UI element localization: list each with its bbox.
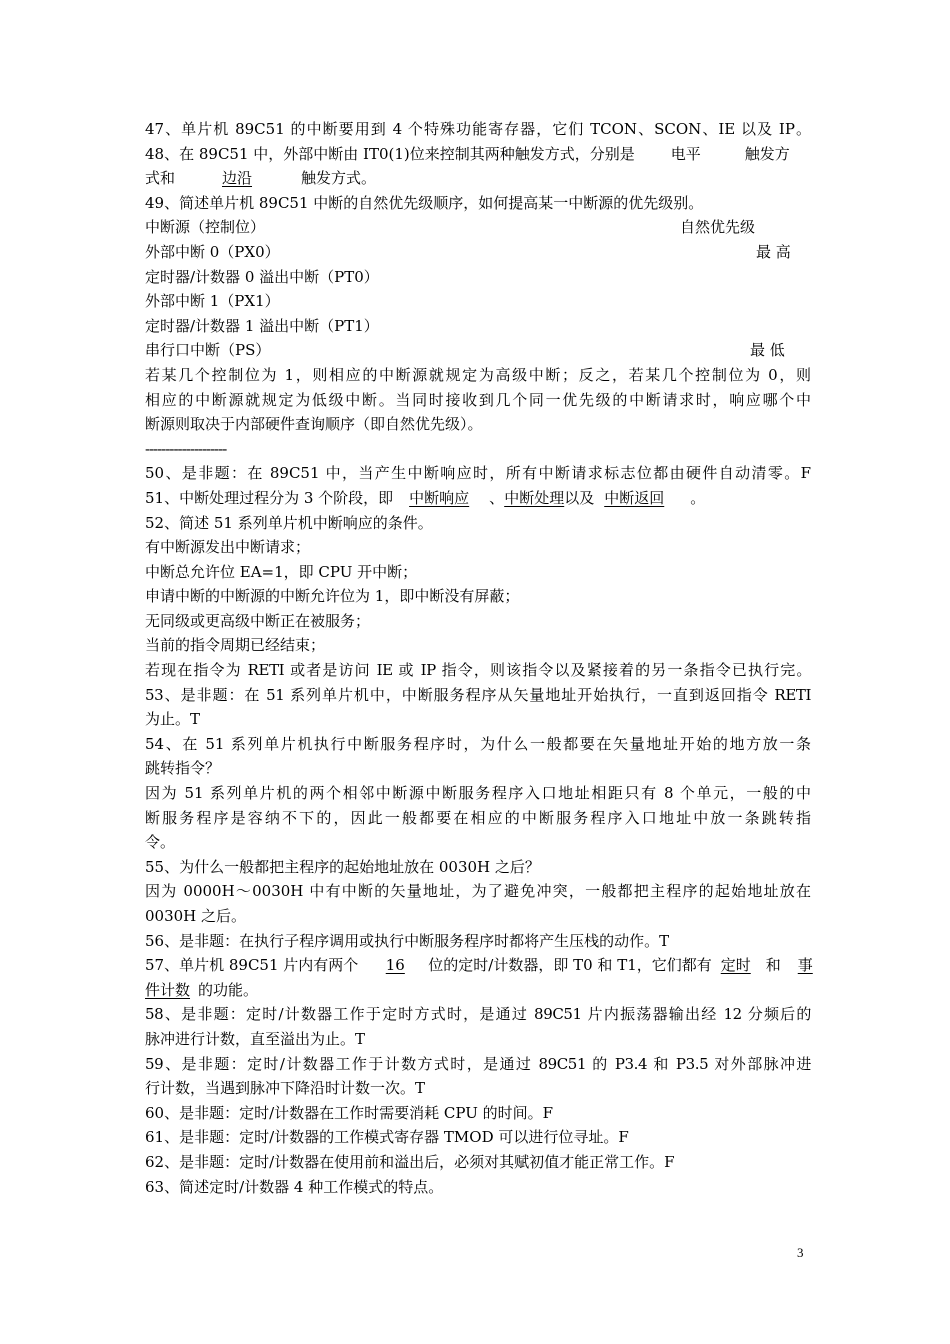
priority-row-pt0: 定时器/计数器 0 溢出中断（PT0） xyxy=(145,267,379,286)
question-49: 49、简述单片机 89C51 中断的自然优先级顺序，如何提高某一中断源的优先级别。 xyxy=(145,193,704,212)
answer-event-count-end: 件计数 xyxy=(145,980,191,999)
question-53-cont: 为止。T xyxy=(145,710,201,729)
answer-55: 因为 0000H～0030H 中有中断的矢量地址，为了避免冲突，一般都把主程序的起始地址放在 xyxy=(145,882,811,901)
question-58: 58、是非题：定时/计数器工作于定时方式时，是通过 89C51 片内振荡器输出经 12 分频后的 xyxy=(145,1005,811,1024)
separator: -------------------- xyxy=(145,439,227,458)
answer-54: 因为 51 系列单片机的两个相邻中断源中断服务程序入口地址相距只有 8 个单元，一般的中 xyxy=(145,784,811,803)
priority-row-px1: 外部中断 1（PX1） xyxy=(145,292,280,311)
question-53: 53、是非题：在 51 系列单片机中，中断服务程序从矢量地址开始执行，一直到返回指令 RETI xyxy=(145,685,811,704)
question-57-and: 和 xyxy=(765,956,781,975)
condition-item: 中断总允许位 EA=1，即 CPU 开中断； xyxy=(145,562,418,581)
question-51 xyxy=(145,486,811,511)
answer-interrupt-return: 中断返回 xyxy=(604,488,665,507)
question-51-sep: 、 xyxy=(489,488,505,507)
condition-item: 若现在指令为 RETI 或者是访问 IE 或 IP 指令，则该指令以及紧接着的另一条指令已执行完。 xyxy=(145,661,811,680)
header-source: 中断源（控制位） xyxy=(145,218,266,237)
answer-event-count-start: 事 xyxy=(797,956,813,975)
question-56: 56、是非题：在执行子程序调用或执行中断服务程序时都将产生压栈的动作。T xyxy=(145,931,670,950)
row-ps-source: 串行口中断（PS） xyxy=(145,341,271,360)
question-54: 54、在 51 系列单片机执行中断服务程序时，为什么一般都要在矢量地址开始的地方放一条 xyxy=(145,734,811,753)
priority-row-ps xyxy=(145,338,811,363)
row-ps-priority: 最 低 xyxy=(750,341,785,360)
question-52: 52、简述 51 系列单片机中断响应的条件。 xyxy=(145,513,433,532)
row-px0-priority: 最 高 xyxy=(756,242,791,261)
question-48-text-b: 式和 xyxy=(145,169,176,188)
answer-timing: 定时 xyxy=(720,956,751,975)
question-61: 61、是非题：定时/计数器的工作模式寄存器 TMOD 可以进行位寻址。F xyxy=(145,1128,629,1147)
question-60: 60、是非题：定时/计数器在工作时需要消耗 CPU 的时间。F xyxy=(145,1103,554,1122)
question-47: 47、单片机 89C51 的中断要用到 4 个特殊功能寄存器，它们 TCON、SCON、IE 以及 IP。 xyxy=(145,120,811,138)
priority-row-pt1: 定时器/计数器 1 溢出中断（PT1） xyxy=(145,316,379,335)
page-number: 3 xyxy=(797,1245,804,1260)
question-48-answer-edge: 边沿 xyxy=(222,169,253,188)
condition-item: 申请中断的中断源的中断允许位为 1，即中断没有屏蔽； xyxy=(145,587,520,606)
question-51-text: 51、中断处理过程分为 3 个阶段，即 xyxy=(145,488,394,507)
paragraph-line: 断源则取决于内部硬件查询顺序（即自然优先级）。 xyxy=(145,415,483,434)
question-59: 59、是非题：定时/计数器工作于计数方式时，是通过 89C51 的 P3.4 和 P3.5 对外部脉冲进 xyxy=(145,1054,811,1073)
question-48-line1 xyxy=(145,142,811,167)
document-body xyxy=(145,117,811,1199)
answer-55-cont: 0030H 之后。 xyxy=(145,907,247,925)
condition-item: 无同级或更高级中断正在被服务； xyxy=(145,611,371,630)
condition-item: 当前的指令周期已经结束； xyxy=(145,636,326,655)
priority-table-header xyxy=(145,215,811,240)
question-57-end: 的功能。 xyxy=(198,980,259,999)
paragraph-line: 相应的中断源就规定为低级中断。当同时接收到几个同一优先级的中断请求时，响应哪个中 xyxy=(145,390,811,409)
priority-row-px0 xyxy=(145,240,811,265)
question-57-cont xyxy=(145,978,811,1003)
question-63: 63、简述定时/计数器 4 种工作模式的特点。 xyxy=(145,1177,444,1196)
question-55: 55、为什么一般都把主程序的起始地址放在 0030H 之后？ xyxy=(145,857,540,876)
question-48-answer-level: 电平 xyxy=(670,144,701,163)
row-px0-source: 外部中断 0（PX0） xyxy=(145,242,280,261)
question-62: 62、是非题：定时/计数器在使用前和溢出后，必须对其赋初值才能正常工作。F xyxy=(145,1152,675,1171)
paragraph-line: 若某几个控制位为 1，则相应的中断源就规定为高级中断；反之，若某几个控制位为 0，则 xyxy=(145,365,811,384)
question-51-end: 。 xyxy=(690,488,706,507)
question-59-cont: 行计数，当遇到脉冲下降沿时计数一次。T xyxy=(145,1079,426,1098)
question-57-text-b: 位的定时/计数器，即 T0 和 T1，它们都有 xyxy=(428,956,712,975)
answer-interrupt-handling: 中断处理 xyxy=(504,488,565,507)
answer-54: 令。 xyxy=(145,833,176,852)
question-57-text: 57、单片机 89C51 片内有两个 xyxy=(145,956,359,975)
question-48-text: 48、在 89C51 中，外部中断由 IT0(1)位来控制其两种触发方式，分别是 xyxy=(145,144,635,163)
answer-16: 16 xyxy=(385,956,405,975)
condition-item: 有中断源发出中断请求； xyxy=(145,538,311,557)
question-58-cont: 脉冲进行计数，直至溢出为止。T xyxy=(145,1029,366,1048)
answer-interrupt-response: 中断响应 xyxy=(409,488,470,507)
header-priority: 自然优先级 xyxy=(680,218,756,237)
question-51-and: 以及 xyxy=(564,488,595,507)
question-48-line2 xyxy=(145,166,811,191)
question-48-text-cont: 触发方 xyxy=(744,144,790,163)
question-50: 50、是非题：在 89C51 中，当产生中断响应时，所有中断请求标志位都由硬件自动清零。F xyxy=(145,464,811,483)
question-54-cont: 跳转指令？ xyxy=(145,759,221,778)
question-48-text-c: 触发方式。 xyxy=(301,169,377,188)
question-57 xyxy=(145,953,811,978)
answer-54: 断服务程序是容纳不下的，因此一般都要在相应的中断服务程序入口地址中放一条跳转指 xyxy=(145,808,811,827)
